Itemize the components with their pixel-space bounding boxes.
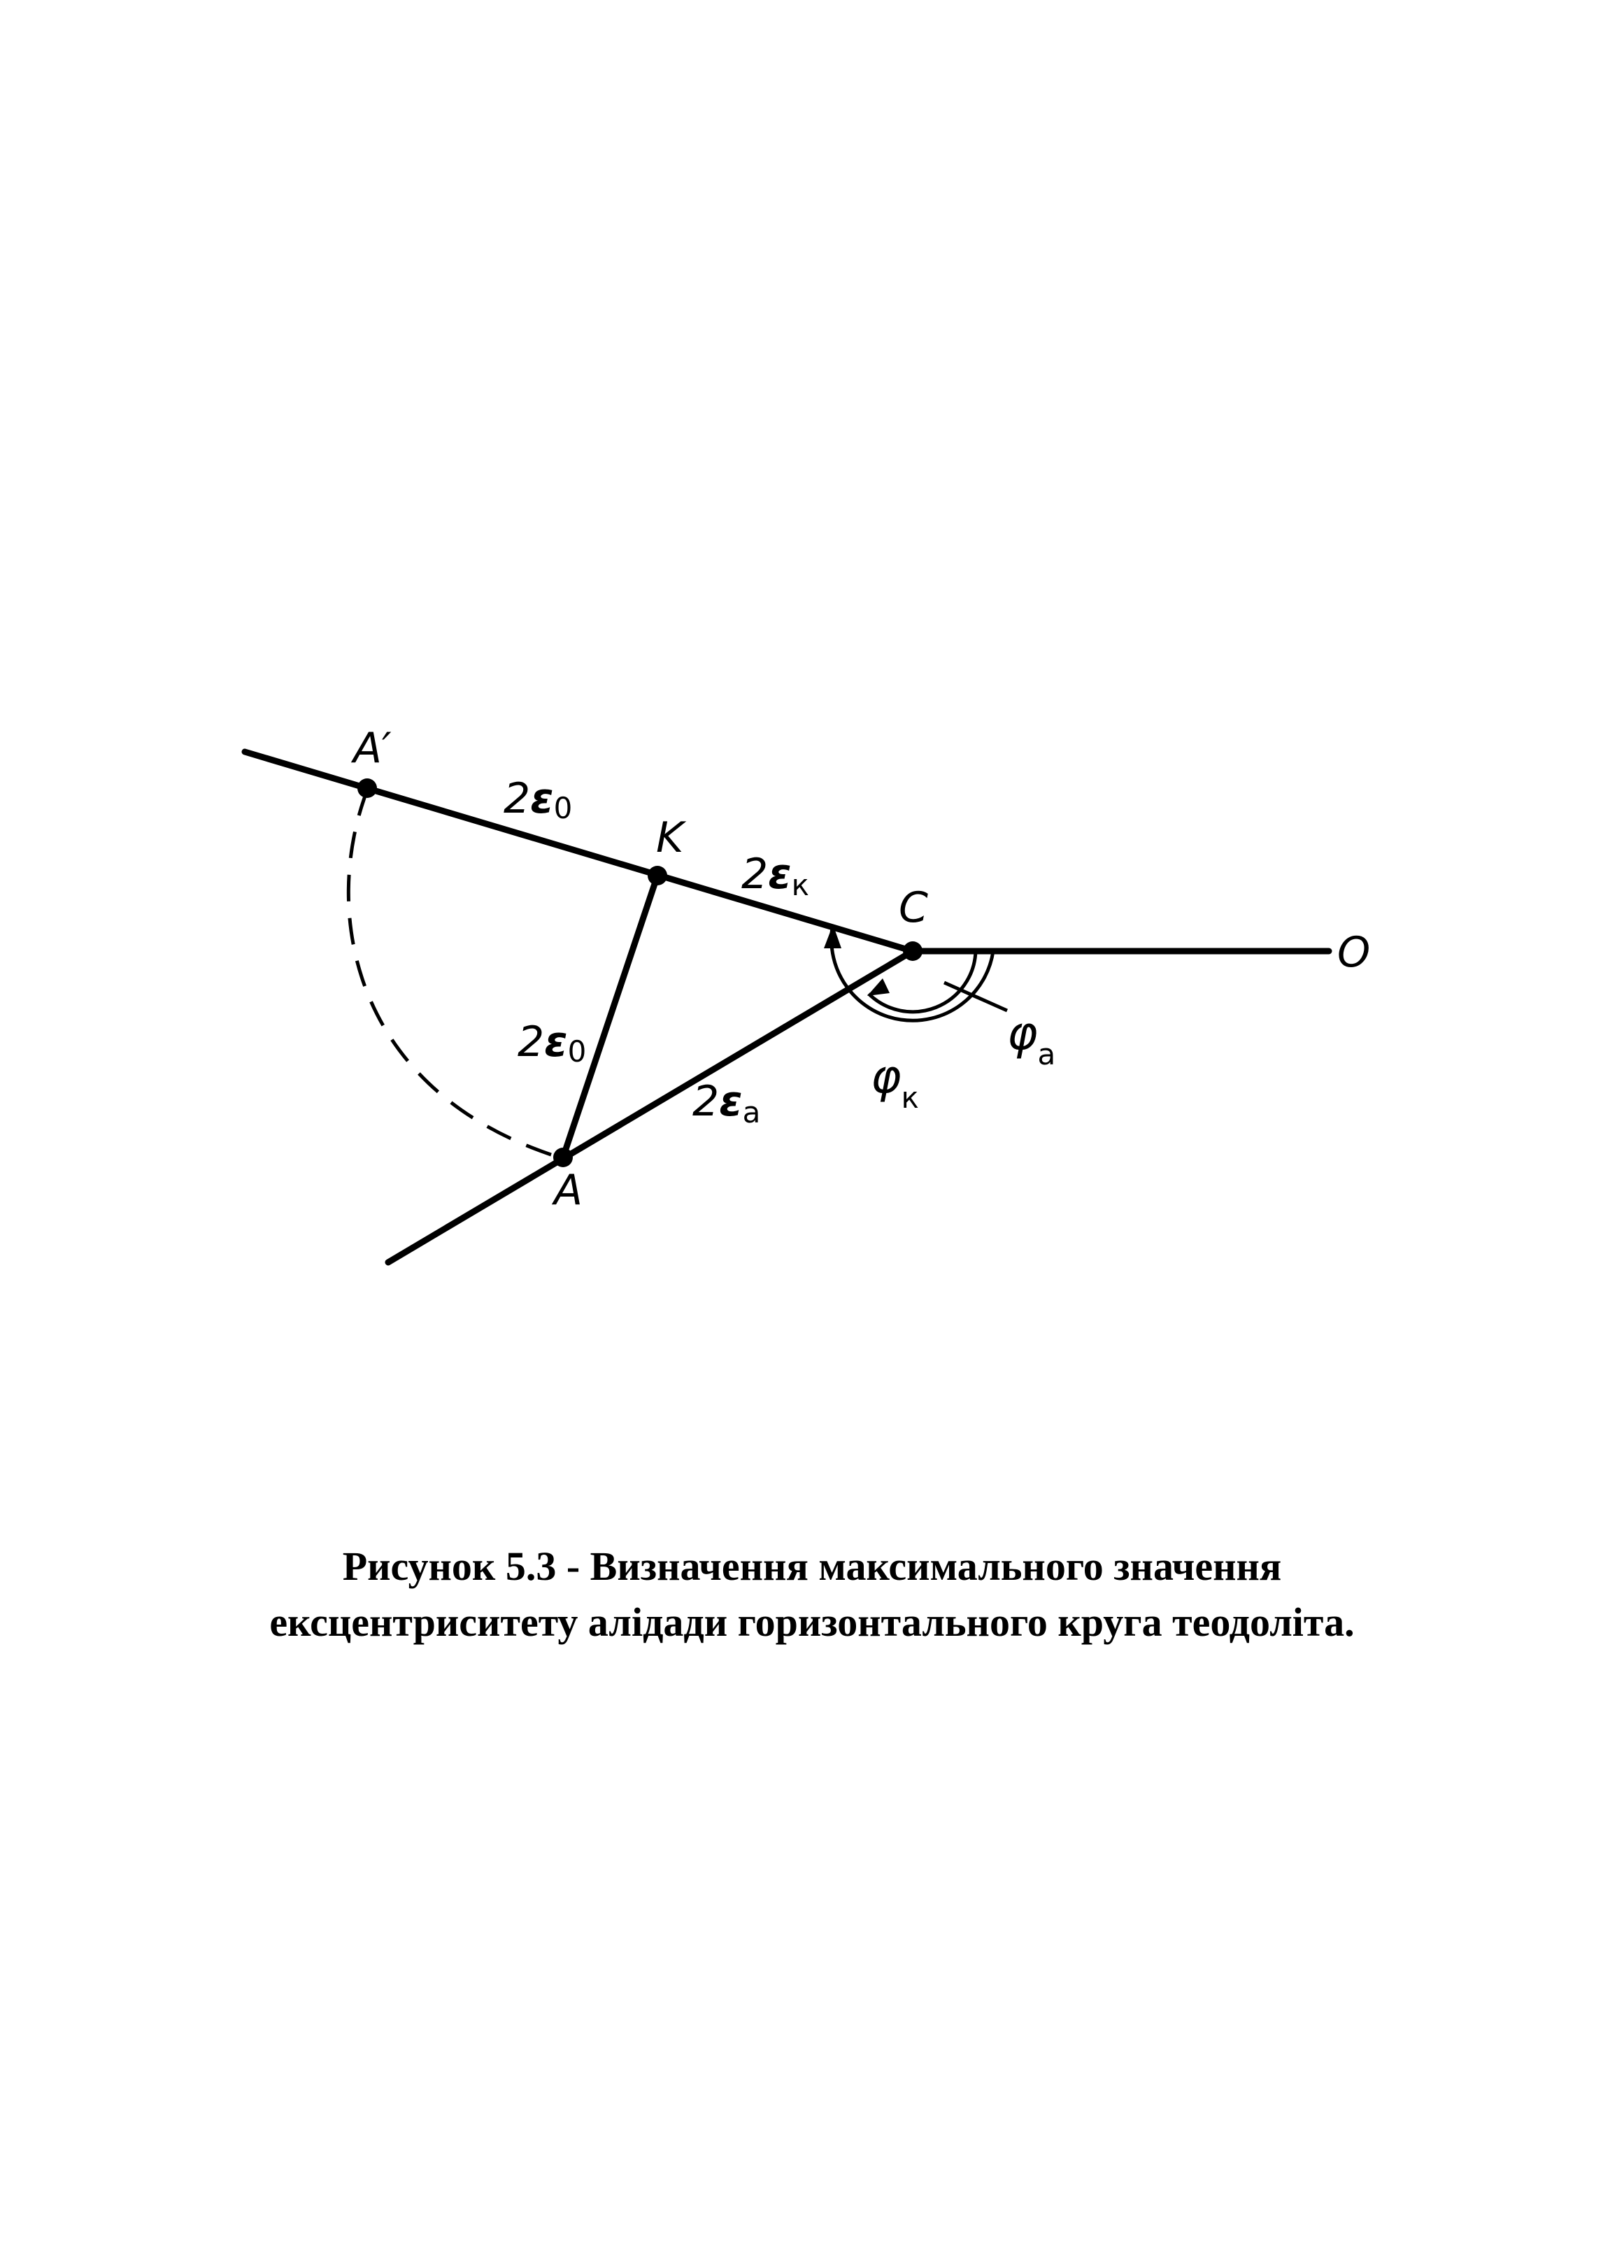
- figure-caption: [0, 1539, 1624, 1650]
- label-2e0-top: 2ε0: [504, 774, 573, 825]
- line-k-a: [563, 876, 657, 1157]
- caption-line-1: Рисунок 5.3 - Визначення максимального значення: [342, 1543, 1282, 1589]
- angle-arc-phi-a: [869, 951, 976, 1012]
- point-k: [648, 866, 667, 885]
- point-c: [903, 941, 923, 961]
- label-k: K: [656, 813, 684, 862]
- line-c-a: [388, 951, 913, 1262]
- label-2ea: 2εa: [692, 1077, 761, 1129]
- point-a-prime: [357, 778, 377, 798]
- caption-line-2: ексцентриситету алідади горизонтального круга теодоліта.: [269, 1599, 1355, 1645]
- line-a-prime-c: [245, 752, 913, 951]
- label-phi-a: $\varphi_a$: [1007, 1006, 1056, 1071]
- point-a: [553, 1148, 573, 1167]
- label-phi-k: $\varphi_к$: [871, 1050, 919, 1115]
- label-o: O: [1337, 928, 1371, 977]
- label-c: C: [899, 883, 928, 932]
- dashed-arc: [348, 790, 560, 1157]
- label-2ek: 2εк: [741, 850, 809, 902]
- arrowhead-phi-a: [867, 978, 890, 996]
- label-a-prime: A′: [353, 724, 392, 773]
- label-2e0-mid: 2ε0: [518, 1018, 587, 1069]
- label-a: A: [554, 1166, 583, 1215]
